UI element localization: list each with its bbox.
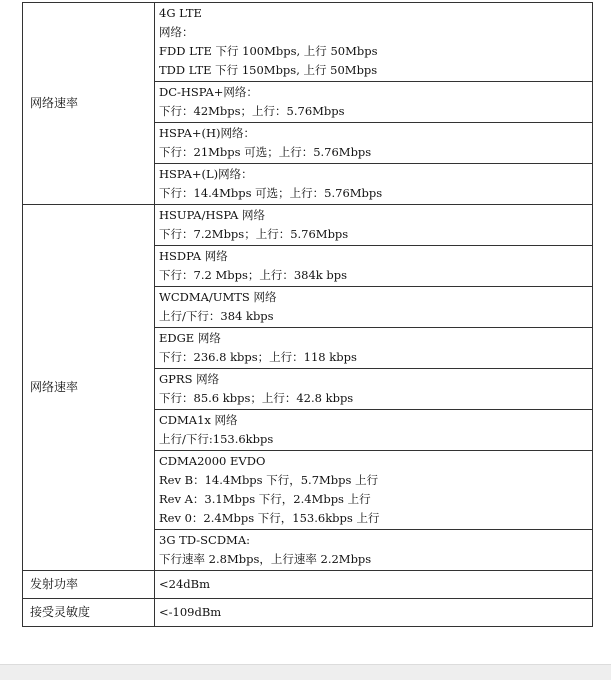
- cell-dc-hspa: [155, 82, 593, 123]
- cell-hspa-l: [155, 164, 593, 205]
- cell-line: HSPA+(L)网络：: [159, 167, 253, 181]
- cell-line: 网络：: [159, 25, 194, 39]
- cell-line: Rev A：3.1Mbps 下行，2.4Mbps 上行: [159, 492, 371, 506]
- cell-cdma2000-evdo: [155, 451, 593, 530]
- cell-line: 下行：14.4Mbps 可选；上行：5.76Mbps: [159, 186, 383, 200]
- cell-line: CDMA2000 EVDO: [159, 454, 266, 468]
- cell-line: 3G TD-SCDMA:: [159, 533, 251, 547]
- viewer-bottom-strip: [0, 664, 611, 680]
- cell-line: 上行/下行：384 kbps: [159, 309, 274, 323]
- table-row: [23, 599, 593, 627]
- cell-line: 下行：236.8 kbps；上行：118 kbps: [159, 350, 357, 364]
- cell-line: WCDMA/UMTS 网络: [159, 290, 277, 304]
- cell-hsupa: [155, 205, 593, 246]
- cell-line: Rev 0：2.4Mbps 下行，153.6kbps 上行: [159, 511, 380, 525]
- table-row: [23, 205, 593, 246]
- table-row: [23, 571, 593, 599]
- cell-transmit-power: <24dBm: [155, 571, 593, 599]
- row-label-network-rate-1: 网络速率: [23, 3, 155, 205]
- cell-receive-sensitivity: <-109dBm: [155, 599, 593, 627]
- row-label-receive-sensitivity: 接受灵敏度: [23, 599, 155, 627]
- cell-wcdma: [155, 287, 593, 328]
- row-label-transmit-power: 发射功率: [23, 571, 155, 599]
- cell-hspa-h: [155, 123, 593, 164]
- cell-line: GPRS 网络: [159, 372, 220, 386]
- cell-hsdpa: [155, 246, 593, 287]
- cell-line: 下行：21Mbps 可选；上行：5.76Mbps: [159, 145, 372, 159]
- cell-cdma1x: [155, 410, 593, 451]
- cell-line: HSUPA/HSPA 网络: [159, 208, 266, 222]
- table-row: [23, 3, 593, 82]
- cell-line: CDMA1x 网络: [159, 413, 238, 427]
- cell-line: Rev B：14.4Mbps 下行，5.7Mbps 上行: [159, 473, 379, 487]
- row-label-network-rate-2: 网络速率: [23, 205, 155, 571]
- cell-line: EDGE 网络: [159, 331, 221, 345]
- cell-line: TDD LTE 下行 150Mbps, 上行 50Mbps: [159, 63, 378, 77]
- cell-line: 上行/下行:153.6kbps: [159, 432, 274, 446]
- cell-line: 下行：85.6 kbps；上行：42.8 kbps: [159, 391, 354, 405]
- spec-table: [22, 2, 593, 627]
- cell-line: 下行：7.2Mbps；上行：5.76Mbps: [159, 227, 349, 241]
- cell-edge: [155, 328, 593, 369]
- cell-line: FDD LTE 下行 100Mbps, 上行 50Mbps: [159, 44, 378, 58]
- cell-line: 4G LTE: [159, 6, 202, 20]
- cell-line: DC-HSPA+网络：: [159, 85, 258, 99]
- cell-line: 下行速率 2.8Mbps，上行速率 2.2Mbps: [159, 552, 372, 566]
- cell-4g-lte: [155, 3, 593, 82]
- cell-gprs: [155, 369, 593, 410]
- cell-line: 下行：7.2 Mbps；上行：384k bps: [159, 268, 348, 282]
- cell-line: 下行：42Mbps；上行：5.76Mbps: [159, 104, 345, 118]
- cell-line: HSPA+(H)网络：: [159, 126, 256, 140]
- cell-td-scdma: [155, 530, 593, 571]
- cell-line: HSDPA 网络: [159, 249, 228, 263]
